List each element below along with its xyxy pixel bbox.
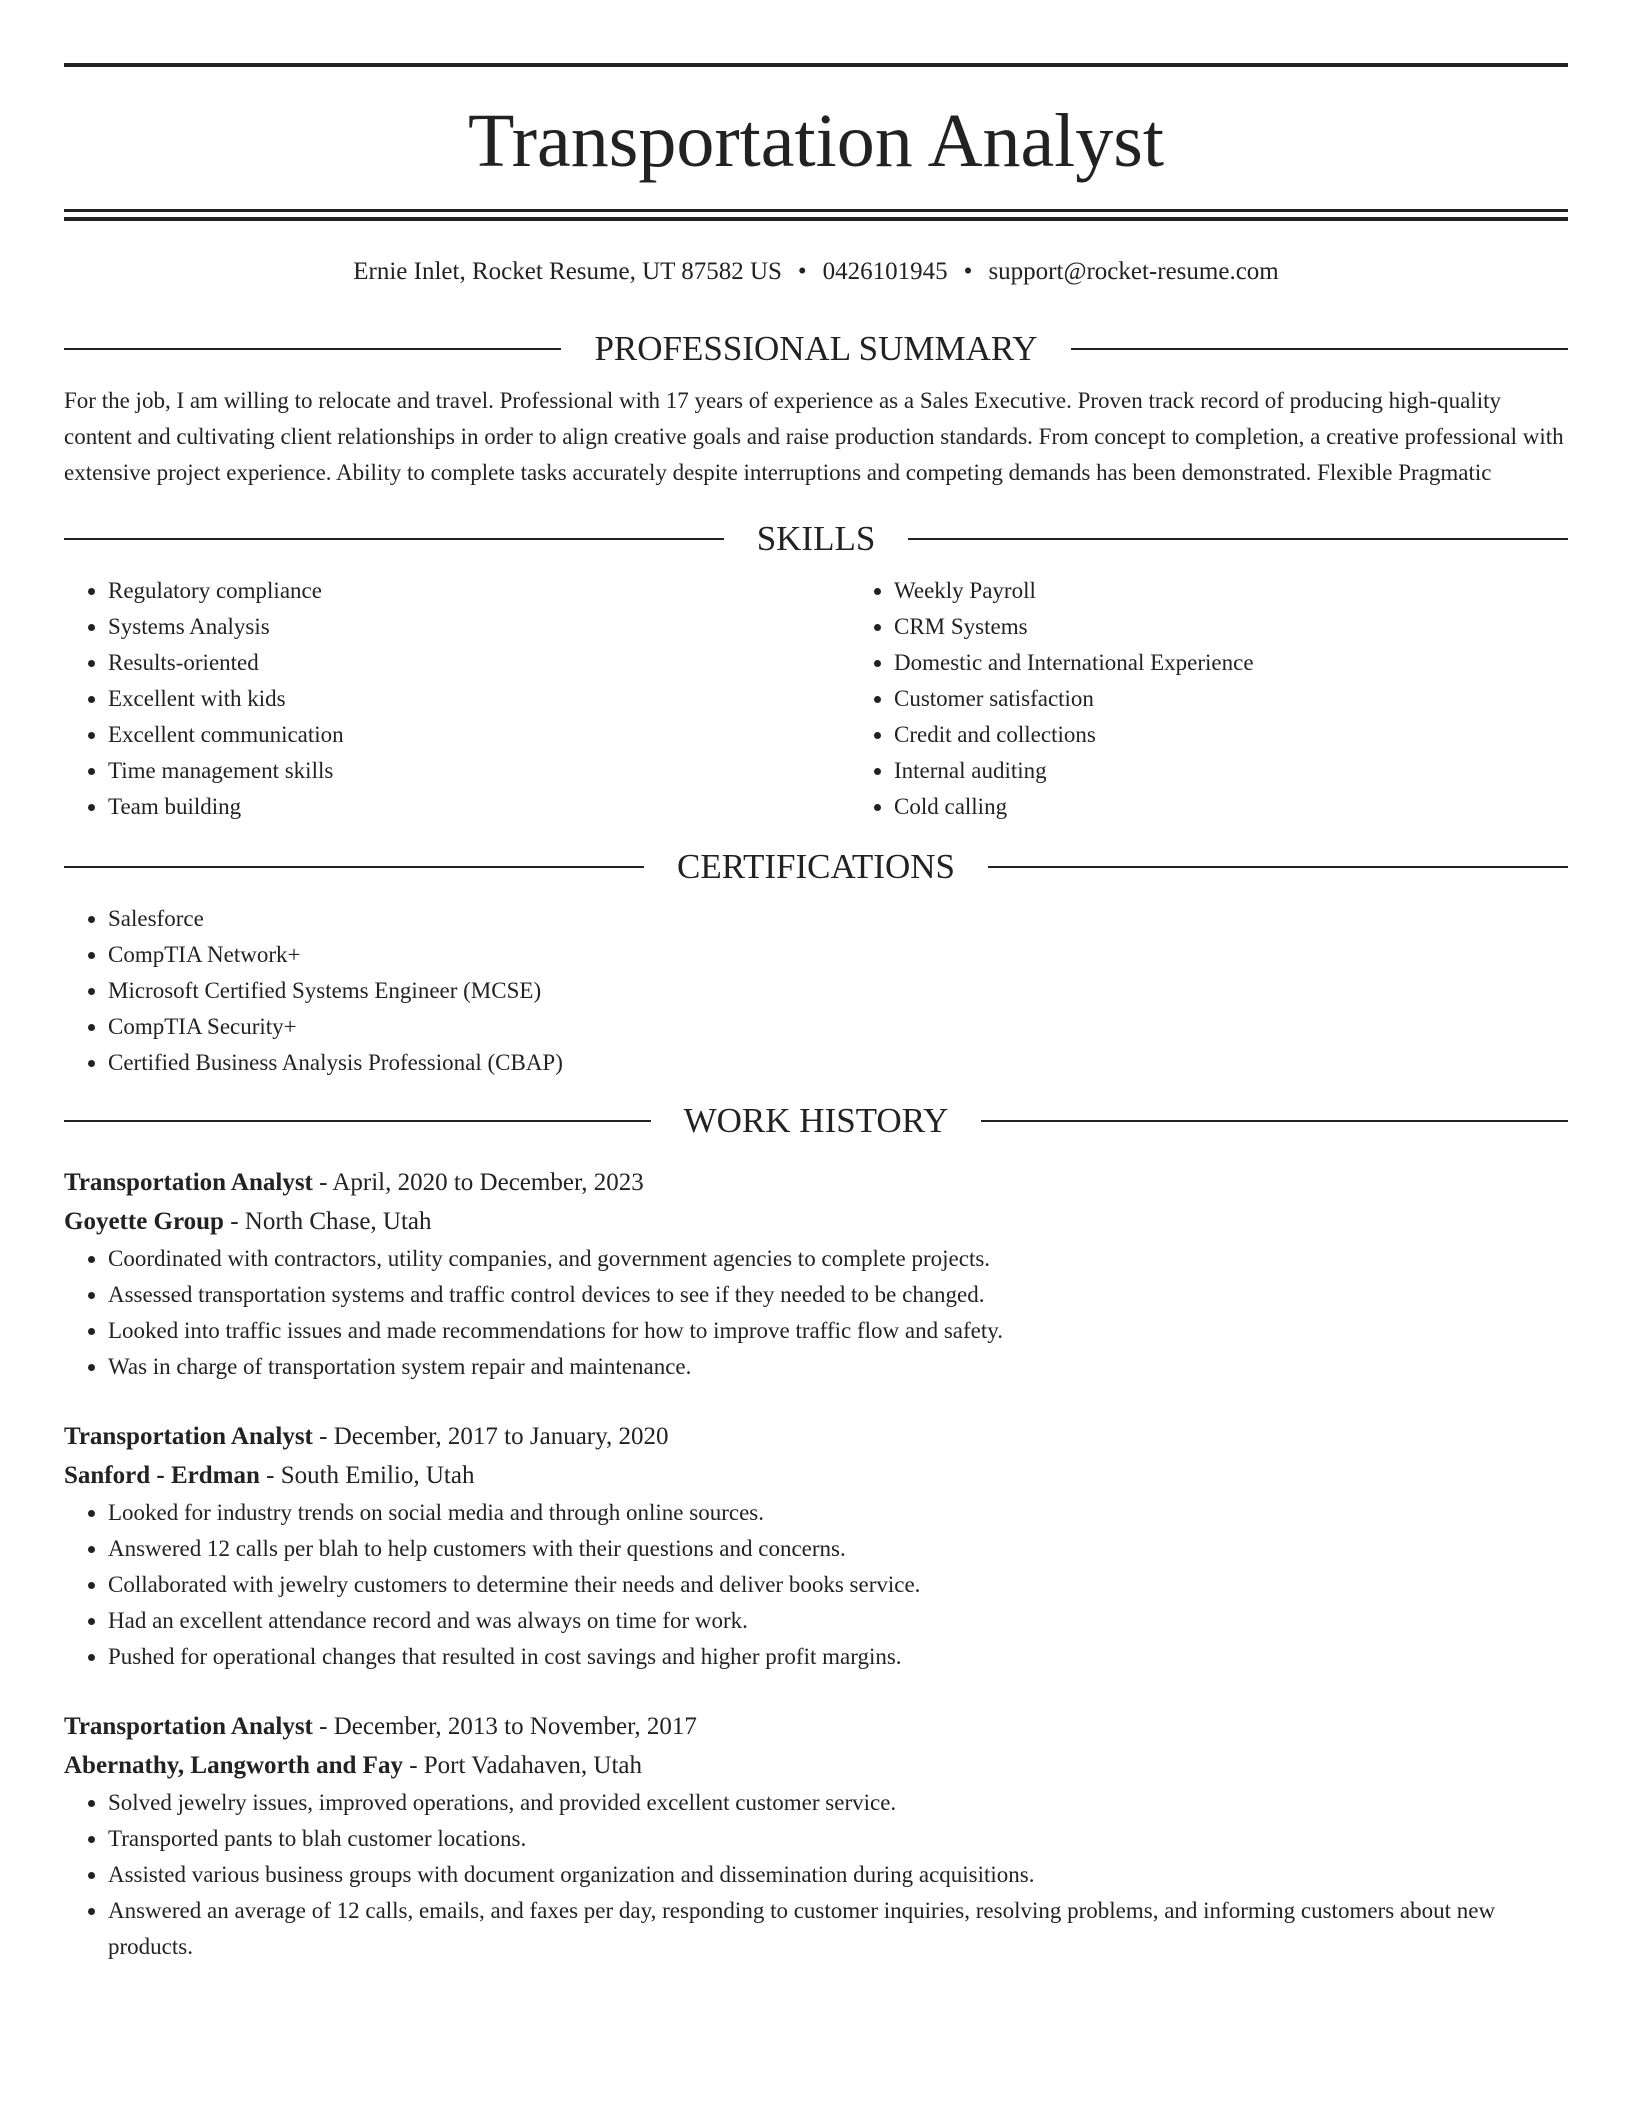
job-bullets xyxy=(64,1495,1568,1675)
job-title-line: Transportation Analyst - December, 2013 to November, 2017 xyxy=(64,1713,697,1740)
job-bullet: • Coordinated with contractors, utility companies, and government agencies to complete projects. xyxy=(108,1241,1568,1277)
certifications-heading-row xyxy=(64,845,1568,889)
top-rule xyxy=(64,63,1568,67)
skill-item: • Systems Analysis xyxy=(108,609,850,645)
heading-rule-left xyxy=(64,348,561,350)
job-company: Goyette Group xyxy=(64,1208,224,1235)
skills-grid xyxy=(64,573,1568,825)
job-entry xyxy=(64,1707,1568,1965)
contact-line xyxy=(64,257,1568,287)
work-history-heading: WORK HISTORY xyxy=(683,1101,949,1140)
job-bullet: • Looked for industry trends on social media and through online sources. xyxy=(108,1495,1568,1531)
job-bullet: • Had an excellent attendance record and was always on time for work. xyxy=(108,1603,1568,1639)
skill-item: • Internal auditing xyxy=(894,753,1568,789)
job-bullet: • Transported pants to blah customer locations. xyxy=(108,1821,1568,1857)
job-location: North Chase, Utah xyxy=(244,1208,432,1235)
summary-heading: PROFESSIONAL SUMMARY xyxy=(594,329,1038,368)
resume-page xyxy=(64,0,1568,1965)
job-dates: December, 2013 to November, 2017 xyxy=(333,1713,697,1740)
job-company: Abernathy, Langworth and Fay xyxy=(64,1752,403,1779)
job-bullet: • Answered 12 calls per blah to help customers with their questions and concerns. xyxy=(108,1531,1568,1567)
heading-rule-right xyxy=(988,866,1568,868)
job-bullet: • Pushed for operational changes that resulted in cost savings and higher profit margins. xyxy=(108,1639,1568,1675)
job-bullet: • Solved jewelry issues, improved operations, and provided excellent customer service. xyxy=(108,1785,1568,1821)
resume-title: Transportation Analyst xyxy=(468,99,1164,183)
contact-phone: 0426101945 xyxy=(822,258,948,285)
skill-item: • Excellent with kids xyxy=(108,681,850,717)
skill-item: • Team building xyxy=(108,789,850,825)
job-company-line: Sanford - Erdman - South Emilio, Utah xyxy=(64,1462,475,1489)
skill-item: • Results-oriented xyxy=(108,645,850,681)
certification-item: • Microsoft Certified Systems Engineer (MCSE) xyxy=(108,973,1568,1009)
heading-rule-left xyxy=(64,538,724,540)
heading-rule-right xyxy=(1071,348,1568,350)
title-double-rule xyxy=(64,209,1568,221)
heading-rule-left xyxy=(64,866,644,868)
job-bullet: • Was in charge of transportation system repair and maintenance. xyxy=(108,1349,1568,1385)
job-title: Transportation Analyst xyxy=(64,1169,313,1196)
certifications-list xyxy=(64,901,1568,1081)
job-bullets xyxy=(64,1785,1568,1965)
job-location: South Emilio, Utah xyxy=(280,1462,475,1489)
job-title: Transportation Analyst xyxy=(64,1713,313,1740)
job-dates: April, 2020 to December, 2023 xyxy=(332,1169,644,1196)
skill-item: • Customer satisfaction xyxy=(894,681,1568,717)
job-bullet: • Collaborated with jewelry customers to determine their needs and deliver books service. xyxy=(108,1567,1568,1603)
summary-text: For the job, I am willing to relocate and travel. Professional with 17 years of experience as a Sales Executive. Proven track record of producing high-quality content and cultivating client relationships in order to align creative goals and raise production standards. From concept to completion, a creative professional with extensive project experience. Ability to complete tasks accurately despite interruptions and competing demands has been demonstrated. Flexible Pragmatic xyxy=(64,388,1564,485)
skill-item: • Cold calling xyxy=(894,789,1568,825)
skills-list-right xyxy=(850,573,1568,825)
job-title-line: Transportation Analyst - December, 2017 to January, 2020 xyxy=(64,1423,669,1450)
contact-email: support@rocket-resume.com xyxy=(988,258,1279,285)
summary-heading-row xyxy=(64,327,1568,371)
job-title-line: Transportation Analyst - April, 2020 to December, 2023 xyxy=(64,1169,644,1196)
skill-item: • Domestic and International Experience xyxy=(894,645,1568,681)
contact-separator: • xyxy=(797,258,807,285)
skills-list-left xyxy=(64,573,850,825)
job-bullets xyxy=(64,1241,1568,1385)
heading-rule-right xyxy=(908,538,1568,540)
certifications-heading: CERTIFICATIONS xyxy=(677,847,955,886)
job-bullet: • Assisted various business groups with document organization and dissemination during acquisitions. xyxy=(108,1857,1568,1893)
job-company-line: Goyette Group - North Chase, Utah xyxy=(64,1208,432,1235)
skill-item: • CRM Systems xyxy=(894,609,1568,645)
certification-item: • Salesforce xyxy=(108,901,1568,937)
skills-heading: SKILLS xyxy=(756,519,876,558)
work-history-heading-row xyxy=(64,1099,1568,1143)
skill-item: • Excellent communication xyxy=(108,717,850,753)
job-title: Transportation Analyst xyxy=(64,1423,313,1450)
skill-item: • Credit and collections xyxy=(894,717,1568,753)
job-company: Sanford - Erdman xyxy=(64,1462,260,1489)
contact-address: Ernie Inlet, Rocket Resume, UT 87582 US xyxy=(353,258,782,285)
job-dates: December, 2017 to January, 2020 xyxy=(333,1423,669,1450)
skills-heading-row xyxy=(64,517,1568,561)
skill-item: • Time management skills xyxy=(108,753,850,789)
certification-item: • Certified Business Analysis Professional (CBAP) xyxy=(108,1045,1568,1081)
job-entry xyxy=(64,1417,1568,1675)
job-bullet: • Assessed transportation systems and traffic control devices to see if they needed to be changed. xyxy=(108,1277,1568,1313)
skill-item: • Regulatory compliance xyxy=(108,573,850,609)
skill-item: • Weekly Payroll xyxy=(894,573,1568,609)
job-location: Port Vadahaven, Utah xyxy=(423,1752,643,1779)
certification-item: • CompTIA Security+ xyxy=(108,1009,1568,1045)
heading-rule-right xyxy=(981,1120,1568,1122)
job-entry xyxy=(64,1163,1568,1385)
contact-separator: • xyxy=(963,258,973,285)
job-bullet: • Answered an average of 12 calls, emails, and faxes per day, responding to customer inquiries, resolving problems, and informing customers about new products. xyxy=(108,1893,1568,1965)
heading-rule-left xyxy=(64,1120,651,1122)
job-bullet: • Looked into traffic issues and made recommendations for how to improve traffic flow and safety. xyxy=(108,1313,1568,1349)
certification-item: • CompTIA Network+ xyxy=(108,937,1568,973)
job-company-line: Abernathy, Langworth and Fay - Port Vadahaven, Utah xyxy=(64,1752,643,1779)
